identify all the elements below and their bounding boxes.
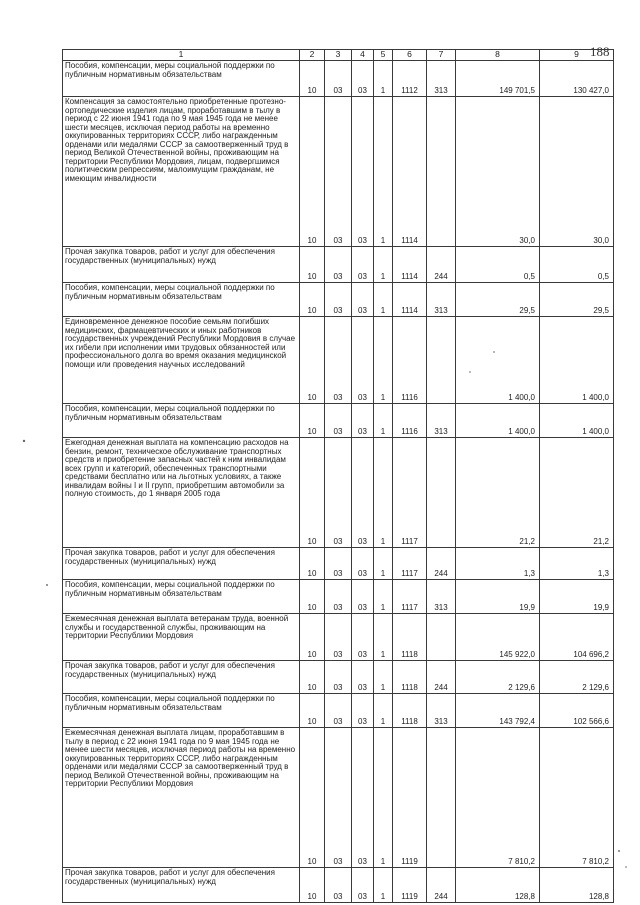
table-row: [63, 614, 614, 661]
cell-target-code: 1112: [393, 61, 427, 97]
cell-target-code: 1119: [393, 728, 427, 868]
cell-subprogram: 1: [374, 438, 393, 548]
row-description: Пособия, компенсации, меры социальной поддержки по публичным нормативным обязательствам: [63, 580, 300, 614]
cell-subsection: 03: [325, 438, 352, 548]
scan-speck: [46, 584, 48, 586]
table-row: [63, 548, 614, 580]
cell-program: 03: [352, 580, 374, 614]
cell-section: 10: [300, 548, 325, 580]
header-cell: 9: [540, 50, 614, 61]
cell-section: 10: [300, 438, 325, 548]
cell-section: 10: [300, 97, 325, 247]
cell-program: 03: [352, 283, 374, 317]
cell-target-code: 1116: [393, 317, 427, 404]
row-description: Единовременное денежное пособие семьям погибших медицинских, фармацевтических и иных работников государственных учреждений Республики Мордовия в случае их гибели при исполнении ими трудовых обязанностей или профессионального долга во время оказания медицинской помощи или проведения научных исследований: [63, 317, 300, 404]
cell-amount-col8: 7 810,2: [456, 728, 540, 868]
cell-subprogram: 1: [374, 694, 393, 728]
cell-program: 03: [352, 97, 374, 247]
header-cell: 7: [427, 50, 456, 61]
cell-subprogram: 1: [374, 548, 393, 580]
cell-amount-col8: 1,3: [456, 548, 540, 580]
cell-target-code: 1116: [393, 404, 427, 438]
cell-amount-col9: 29,5: [540, 283, 614, 317]
cell-expense-type: [427, 97, 456, 247]
cell-subprogram: 1: [374, 614, 393, 661]
cell-section: 10: [300, 661, 325, 694]
cell-subsection: 03: [325, 728, 352, 868]
cell-amount-col8: 1 400,0: [456, 317, 540, 404]
cell-section: 10: [300, 580, 325, 614]
cell-amount-col8: 29,5: [456, 283, 540, 317]
cell-subprogram: 1: [374, 317, 393, 404]
cell-amount-col8: 128,8: [456, 868, 540, 903]
cell-amount-col8: 1 400,0: [456, 404, 540, 438]
row-description: Ежемесячная денежная выплата ветеранам труда, военной службы и государственной службы, проживающим на территории Республики Мордовия: [63, 614, 300, 661]
cell-expense-type: 313: [427, 580, 456, 614]
cell-program: 03: [352, 61, 374, 97]
header-cell: 6: [393, 50, 427, 61]
cell-target-code: 1114: [393, 283, 427, 317]
cell-expense-type: 244: [427, 661, 456, 694]
cell-section: 10: [300, 868, 325, 903]
cell-program: 03: [352, 661, 374, 694]
row-description: Прочая закупка товаров, работ и услуг для обеспечения государственных (муниципальных) нужд: [63, 868, 300, 903]
cell-amount-col8: 145 922,0: [456, 614, 540, 661]
cell-amount-col9: 7 810,2: [540, 728, 614, 868]
cell-program: 03: [352, 868, 374, 903]
cell-target-code: 1119: [393, 868, 427, 903]
cell-expense-type: [427, 317, 456, 404]
scan-speck: [618, 850, 620, 852]
cell-program: 03: [352, 728, 374, 868]
cell-program: 03: [352, 694, 374, 728]
cell-expense-type: 313: [427, 61, 456, 97]
cell-program: 03: [352, 404, 374, 438]
cell-subprogram: 1: [374, 283, 393, 317]
row-description: Пособия, компенсации, меры социальной поддержки по публичным нормативным обязательствам: [63, 283, 300, 317]
table-row: [63, 404, 614, 438]
cell-amount-col9: 0,5: [540, 247, 614, 283]
cell-section: 10: [300, 728, 325, 868]
cell-amount-col8: 149 701,5: [456, 61, 540, 97]
cell-expense-type: [427, 438, 456, 548]
cell-amount-col9: 102 566,6: [540, 694, 614, 728]
row-description: Прочая закупка товаров, работ и услуг для обеспечения государственных (муниципальных) нужд: [63, 661, 300, 694]
cell-amount-col9: 1,3: [540, 548, 614, 580]
table-row: [63, 580, 614, 614]
cell-subsection: 03: [325, 694, 352, 728]
table-row: [63, 317, 614, 404]
cell-subsection: 03: [325, 404, 352, 438]
cell-section: 10: [300, 283, 325, 317]
cell-target-code: 1117: [393, 548, 427, 580]
cell-expense-type: 313: [427, 694, 456, 728]
cell-subsection: 03: [325, 548, 352, 580]
cell-subsection: 03: [325, 247, 352, 283]
cell-expense-type: [427, 614, 456, 661]
cell-amount-col9: 130 427,0: [540, 61, 614, 97]
scan-speck: [23, 440, 25, 442]
cell-program: 03: [352, 614, 374, 661]
row-description: Ежегодная денежная выплата на компенсацию расходов на бензин, ремонт, техническое обслуживание транспортных средств и приобретение запасных частей к ним инвалидам всех групп и категорий, обеспеченных транспортными средствами бесплатно или на льготных условиях, а также инвалидам войны I и II групп, приобретшим автомобили за полную стоимость, до 1 января 2005 года: [63, 438, 300, 548]
table-row: [63, 247, 614, 283]
row-description: Пособия, компенсации, меры социальной поддержки по публичным нормативным обязательствам: [63, 404, 300, 438]
cell-amount-col9: 128,8: [540, 868, 614, 903]
cell-expense-type: 244: [427, 247, 456, 283]
cell-target-code: 1118: [393, 661, 427, 694]
row-description: Прочая закупка товаров, работ и услуг для обеспечения государственных (муниципальных) нужд: [63, 548, 300, 580]
table-row: [63, 438, 614, 548]
cell-subsection: 03: [325, 868, 352, 903]
row-description: Ежемесячная денежная выплата лицам, проработавшим в тылу в период с 22 июня 1941 года по 9 мая 1945 года не менее шести месяцев, исключая период работы на временно оккупированных территориях СССР, либо награжденным орденами или медалями СССР за самоотверженный труд в период Великой Отечественной войны, проживающим на территории Республики Мордовия: [63, 728, 300, 868]
cell-section: 10: [300, 614, 325, 661]
table-row: [63, 283, 614, 317]
header-cell: 2: [300, 50, 325, 61]
cell-target-code: 1117: [393, 438, 427, 548]
cell-amount-col8: 143 792,4: [456, 694, 540, 728]
page-number: 188: [590, 44, 610, 59]
cell-amount-col8: 30,0: [456, 97, 540, 247]
row-description: Прочая закупка товаров, работ и услуг для обеспечения государственных (муниципальных) нужд: [63, 247, 300, 283]
cell-amount-col9: 1 400,0: [540, 317, 614, 404]
cell-subsection: 03: [325, 97, 352, 247]
header-cell: 1: [63, 50, 300, 61]
cell-section: 10: [300, 247, 325, 283]
cell-amount-col8: 0,5: [456, 247, 540, 283]
cell-amount-col8: 19,9: [456, 580, 540, 614]
cell-program: 03: [352, 317, 374, 404]
cell-subprogram: 1: [374, 404, 393, 438]
cell-subprogram: 1: [374, 661, 393, 694]
row-description: Пособия, компенсации, меры социальной поддержки по публичным нормативным обязательствам: [63, 694, 300, 728]
table-header-row: [63, 50, 614, 61]
row-description: Пособия, компенсации, меры социальной поддержки по публичным нормативным обязательствам: [63, 61, 300, 97]
cell-section: 10: [300, 694, 325, 728]
cell-section: 10: [300, 317, 325, 404]
cell-subsection: 03: [325, 61, 352, 97]
cell-program: 03: [352, 247, 374, 283]
table-row: [63, 97, 614, 247]
cell-target-code: 1117: [393, 580, 427, 614]
cell-subprogram: 1: [374, 580, 393, 614]
cell-amount-col9: 104 696,2: [540, 614, 614, 661]
cell-amount-col9: 19,9: [540, 580, 614, 614]
cell-program: 03: [352, 438, 374, 548]
cell-amount-col9: 21,2: [540, 438, 614, 548]
cell-subsection: 03: [325, 317, 352, 404]
cell-expense-type: 244: [427, 548, 456, 580]
cell-subsection: 03: [325, 614, 352, 661]
cell-expense-type: 313: [427, 283, 456, 317]
cell-target-code: 1114: [393, 97, 427, 247]
cell-expense-type: [427, 728, 456, 868]
cell-subsection: 03: [325, 580, 352, 614]
cell-amount-col8: 2 129,6: [456, 661, 540, 694]
cell-expense-type: 244: [427, 868, 456, 903]
cell-amount-col8: 21,2: [456, 438, 540, 548]
cell-subsection: 03: [325, 661, 352, 694]
cell-subprogram: 1: [374, 97, 393, 247]
header-cell: 3: [325, 50, 352, 61]
row-description: Компенсация за самостоятельно приобретенные протезно-ортопедические изделия лицам, проработавшим в тылу в период с 22 июня 1941 года по 9 мая 1945 года не менее шести месяцев, исключая период работы на временно оккупированных территориях СССР, либо награжденным орденами или медалями СССР за самоотверженный труд в период Великой Отечественной войны, проживающим на территории Республики Мордовия, лицам, подвергшимся политическим репрессиям, малоимущим гражданам, не имеющим инвалидности: [63, 97, 300, 247]
cell-subsection: 03: [325, 283, 352, 317]
cell-subprogram: 1: [374, 868, 393, 903]
cell-amount-col9: 2 129,6: [540, 661, 614, 694]
cell-amount-col9: 30,0: [540, 97, 614, 247]
table-row: [63, 661, 614, 694]
table-row: [63, 728, 614, 868]
table-row: [63, 61, 614, 97]
header-cell: 5: [374, 50, 393, 61]
table-row: [63, 868, 614, 903]
cell-program: 03: [352, 548, 374, 580]
cell-subprogram: 1: [374, 61, 393, 97]
scan-speck: [625, 866, 627, 868]
cell-subprogram: 1: [374, 247, 393, 283]
cell-target-code: 1118: [393, 694, 427, 728]
cell-target-code: 1118: [393, 614, 427, 661]
header-cell: 4: [352, 50, 374, 61]
budget-table: [62, 49, 614, 903]
header-cell: 8: [456, 50, 540, 61]
cell-section: 10: [300, 404, 325, 438]
cell-amount-col9: 1 400,0: [540, 404, 614, 438]
cell-subprogram: 1: [374, 728, 393, 868]
cell-section: 10: [300, 61, 325, 97]
cell-expense-type: 313: [427, 404, 456, 438]
table-row: [63, 694, 614, 728]
cell-target-code: 1114: [393, 247, 427, 283]
